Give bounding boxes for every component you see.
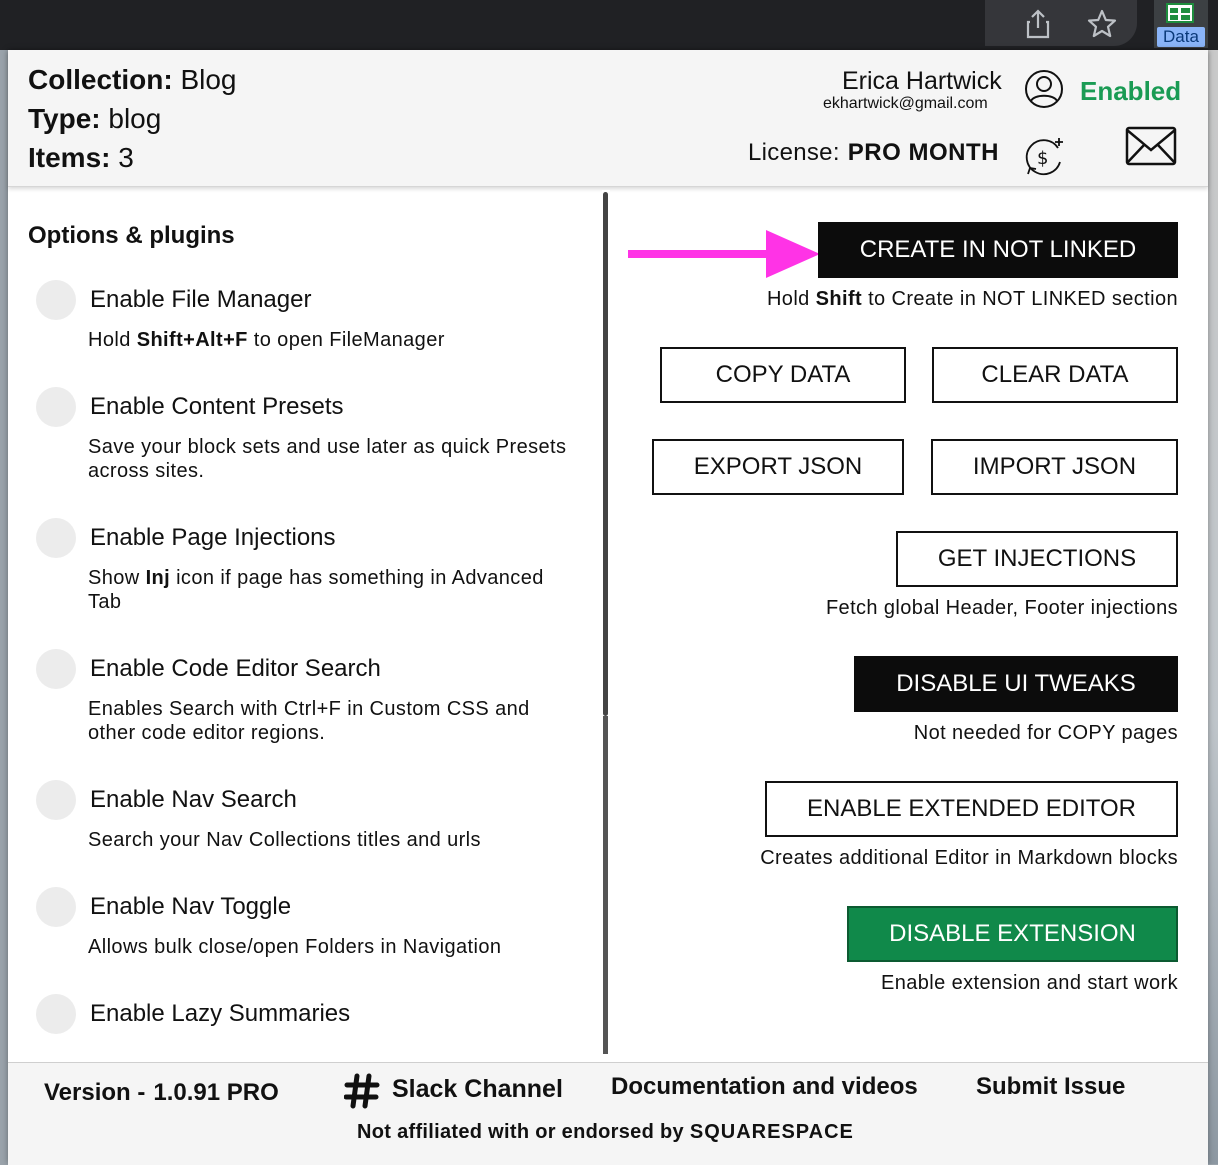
type-value: blog: [108, 103, 162, 134]
license-value: PRO MONTH: [847, 139, 999, 166]
user-account-icon[interactable]: [1024, 69, 1064, 109]
collection-value: Blog: [180, 64, 237, 95]
option-desc: Save your block sets and use later as quick Presets across sites.: [88, 436, 567, 482]
browser-toolbar: [0, 0, 1218, 50]
brand-name: SQUARESPACE: [689, 1121, 854, 1143]
mail-icon[interactable]: [1125, 126, 1177, 166]
options-scrollbar-thumb[interactable]: [603, 192, 608, 716]
option-label: Enable Page Injections: [90, 524, 336, 551]
documentation-link[interactable]: Documentation and videos: [611, 1073, 918, 1100]
extension-popup: [8, 50, 1208, 1164]
page-injections-toggle[interactable]: [36, 518, 76, 558]
nav-search-toggle[interactable]: [36, 780, 76, 820]
popup-footer: [8, 1062, 1208, 1165]
star-icon[interactable]: [1086, 8, 1118, 40]
type-label: Type:: [28, 103, 101, 134]
enable-extended-editor-button[interactable]: ENABLE EXTENDED EDITOR: [765, 781, 1178, 837]
user-email: ekhartwick@gmail.com: [823, 95, 988, 112]
version-label: Version -: [44, 1079, 146, 1106]
popup-header: [8, 50, 1208, 187]
option-desc: Hold Shift+Alt+F to open FileManager: [88, 329, 445, 351]
items-value: 3: [118, 142, 134, 173]
import-json-button[interactable]: IMPORT JSON: [931, 439, 1178, 495]
option-label: Enable Nav Toggle: [90, 893, 292, 920]
create-hint: Hold Shift to Create in NOT LINKED section: [766, 288, 1178, 310]
disclaimer-text: Not affiliated with or endorsed by: [357, 1121, 684, 1143]
hashtag-icon: [344, 1073, 380, 1109]
option-label: Enable File Manager: [90, 286, 312, 313]
table-icon: [1166, 3, 1194, 23]
extension-badge: Data: [1157, 27, 1205, 47]
options-title: Options & plugins: [28, 222, 235, 249]
svg-text:$: $: [1037, 148, 1049, 169]
option-desc: Search your Nav Collections titles and urls: [88, 829, 481, 851]
option-label: Enable Code Editor Search: [90, 655, 381, 682]
options-scrollbar-track: [603, 716, 608, 1054]
license-line: [748, 139, 999, 167]
option-label: Enable Nav Search: [90, 786, 297, 813]
version-info: [44, 1079, 279, 1107]
type-line: [28, 103, 161, 135]
disable-extension-button[interactable]: DISABLE EXTENSION: [847, 906, 1178, 962]
version-value: 1.0.91 PRO: [153, 1079, 279, 1106]
share-icon[interactable]: [1022, 8, 1054, 40]
create-not-linked-button[interactable]: CREATE IN NOT LINKED: [818, 222, 1178, 278]
get-injections-button[interactable]: GET INJECTIONS: [896, 531, 1178, 587]
background-page: [1208, 50, 1218, 1164]
option-label: Enable Content Presets: [90, 393, 344, 420]
extended-editor-hint: Creates additional Editor in Markdown blocks: [760, 847, 1178, 869]
dollar-refresh-icon[interactable]: [1022, 134, 1066, 178]
lazy-summaries-toggle[interactable]: [36, 994, 76, 1034]
content-presets-toggle[interactable]: [36, 387, 76, 427]
collection-line: [28, 64, 237, 96]
nav-toggle-toggle[interactable]: [36, 887, 76, 927]
license-label: License:: [748, 139, 840, 166]
disable-ui-tweaks-button[interactable]: DISABLE UI TWEAKS: [854, 656, 1178, 712]
pointer-arrow-icon: [628, 226, 824, 282]
clear-data-button[interactable]: CLEAR DATA: [932, 347, 1178, 403]
disclaimer: [357, 1121, 854, 1144]
injections-hint: Fetch global Header, Footer injections: [825, 597, 1178, 619]
user-name: Erica Hartwick: [842, 67, 1002, 95]
ui-tweaks-hint: Not needed for COPY pages: [913, 722, 1178, 744]
options-panel: [8, 188, 604, 1054]
code-editor-search-toggle[interactable]: [36, 649, 76, 689]
status-enabled: Enabled: [1080, 76, 1182, 106]
export-json-button[interactable]: EXPORT JSON: [652, 439, 904, 495]
items-line: [28, 142, 134, 174]
submit-issue-link[interactable]: Submit Issue: [976, 1073, 1126, 1100]
items-label: Items:: [28, 142, 111, 173]
extension-hint: Enable extension and start work: [880, 972, 1178, 994]
copy-data-button[interactable]: COPY DATA: [660, 347, 906, 403]
data-extension-button[interactable]: [1154, 0, 1208, 48]
option-desc: Enables Search with Ctrl+F in Custom CSS and other code editor regions.: [88, 698, 530, 744]
slack-channel-link[interactable]: Slack Channel: [392, 1075, 563, 1103]
option-desc: Show Inj icon if page has something in Advanced Tab: [88, 567, 544, 613]
collection-label: Collection:: [28, 64, 173, 95]
option-label: Enable Lazy Summaries: [90, 1000, 351, 1027]
file-manager-toggle[interactable]: [36, 280, 76, 320]
option-desc: Allows bulk close/open Folders in Navigation: [88, 936, 502, 958]
